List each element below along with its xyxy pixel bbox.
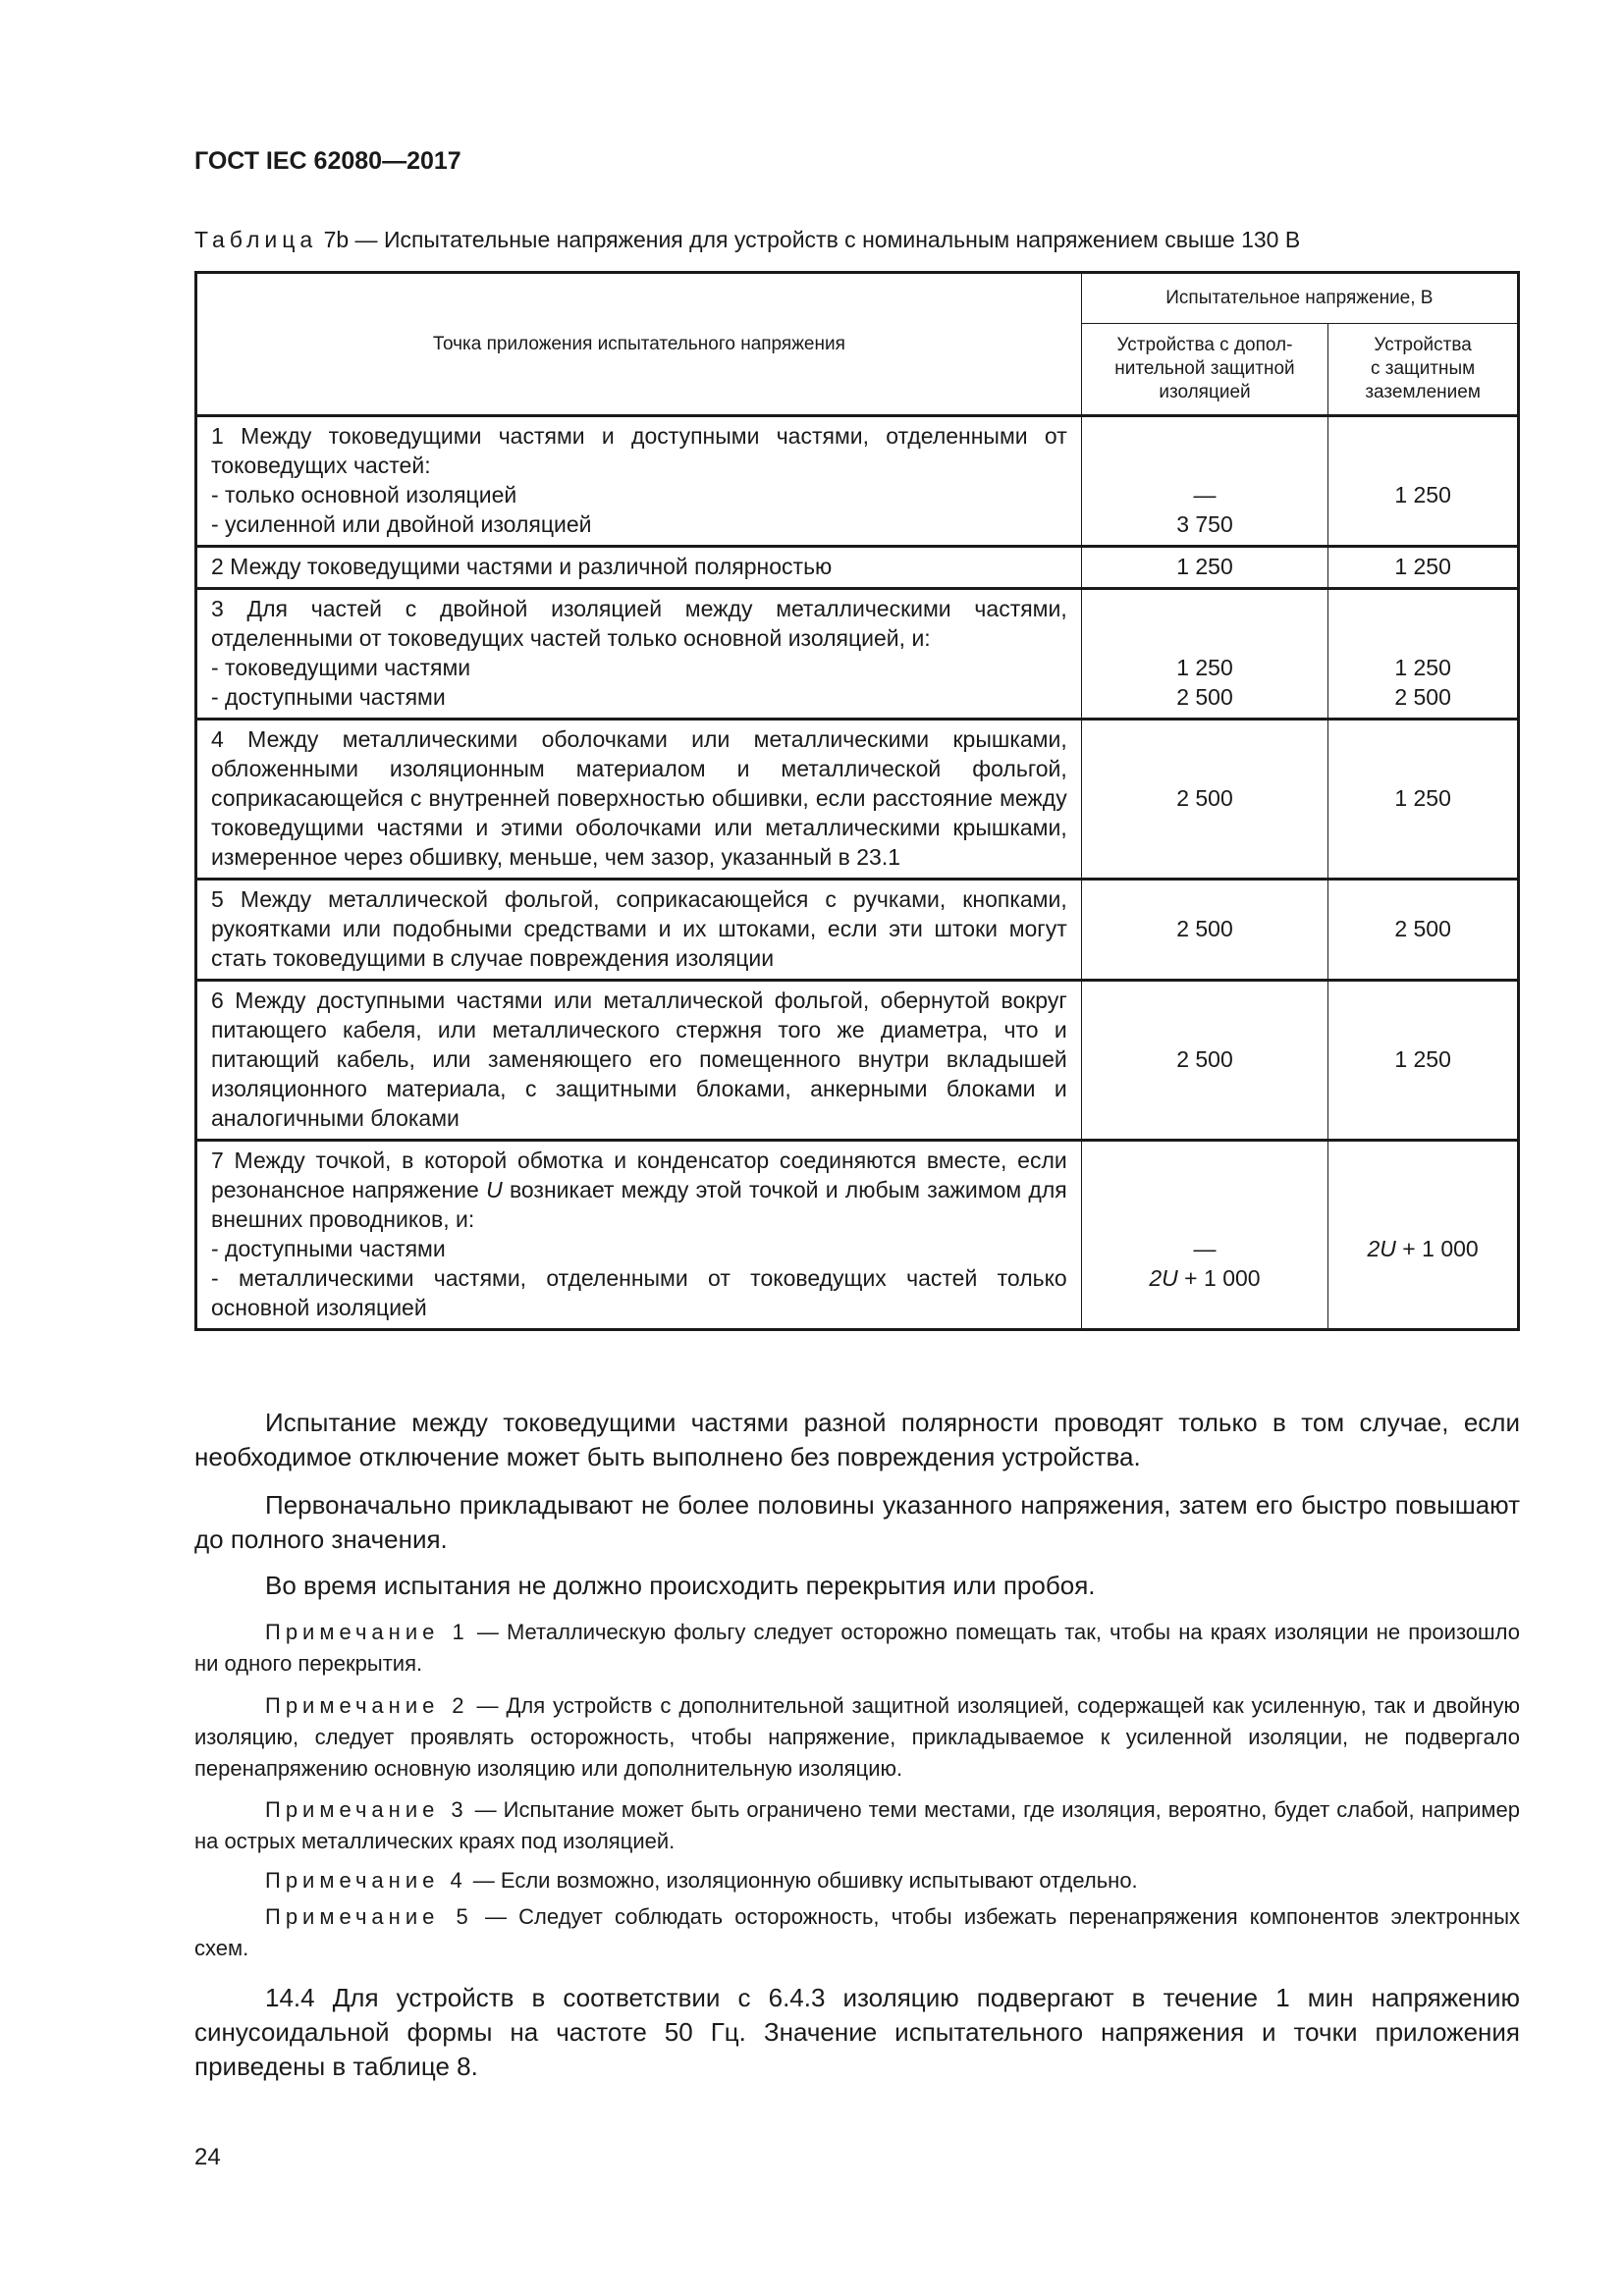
row-value-a (1081, 981, 1328, 1141)
table-caption-label: Таблица (194, 227, 318, 252)
page-number: 24 (194, 2144, 221, 2170)
table-caption-text: 7b — Испытательные напряжения для устройств с номинальным напряжением свыше 130 В (323, 227, 1301, 252)
row-value-a (1081, 589, 1328, 720)
row-item: - только основной изоляцией (211, 482, 517, 507)
value: — (1193, 482, 1217, 507)
table-row (196, 880, 1519, 981)
row-description (196, 547, 1082, 589)
table-row (196, 589, 1519, 720)
value: 2 500 (1394, 684, 1451, 710)
value: 2 500 (1176, 916, 1233, 941)
row-description (196, 589, 1082, 720)
col-header-protective-earthing (1328, 324, 1519, 416)
note (194, 1794, 1520, 1857)
value: 2 500 (1176, 684, 1233, 710)
value (1086, 1263, 1325, 1293)
row-value-b (1328, 589, 1519, 720)
note-text: — Металлическую фольгу следует осторожно помещать так, чтобы на краях изоляции не произошло ни одного перекрытия. (194, 1620, 1521, 1676)
row-value-b (1328, 981, 1519, 1141)
paragraph: Испытание между токоведущими частями разной полярности проводят только в том случае, если необходимое отключение может быть выполнено без повреждения устройства. (194, 1408, 1520, 1471)
col-header-text: с защитным (1371, 358, 1476, 379)
note-label: Примечание 5 (265, 1904, 473, 1929)
row-description (196, 720, 1082, 880)
note-label: Примечание 3 (265, 1797, 468, 1822)
row-description (196, 880, 1082, 981)
value: 2 500 (1176, 1046, 1233, 1072)
note (194, 1617, 1520, 1680)
col-header-supplementary-insulation (1081, 324, 1328, 416)
value: 1 250 (1394, 785, 1451, 811)
value: 1 250 (1394, 554, 1451, 579)
value-rest: + 1 000 (1177, 1265, 1261, 1291)
value-rest: + 1 000 (1395, 1236, 1479, 1261)
note (194, 1901, 1520, 1964)
col-header-text: заземлением (1365, 382, 1481, 402)
row-item: - токоведущими частями (211, 655, 471, 680)
paragraph: Первоначально прикладывают не более половины указанного напряжения, затем его быстро повышают до полного значения. (194, 1490, 1520, 1554)
row-item: - усиленной или двойной изоляцией (211, 511, 592, 537)
paragraph: Во время испытания не должно происходить перекрытия или пробоя. (265, 1571, 1096, 1600)
note-label: Примечание 2 (265, 1693, 469, 1718)
row-description (196, 981, 1082, 1141)
variable: 2U (1149, 1265, 1178, 1291)
note-text: — Если возможно, изоляционную обшивку испытывают отдельно. (466, 1868, 1138, 1893)
table-row (196, 720, 1519, 880)
note (194, 1865, 1520, 1896)
value: 2 500 (1394, 916, 1451, 941)
row-text-part: 7 Между точкой, в которой обмотка и конденсатор соединяются вместе, если резонансное напряжение (211, 1148, 1067, 1202)
value: 1 250 (1394, 655, 1451, 680)
row-value-b (1328, 416, 1519, 547)
table-row (196, 416, 1519, 547)
row-text: 4 Между металлическими оболочками или металлическими крышками, обложенными изоляционным материалом и металлической фольгой, соприкасающейся с внутренней поверхностью обшивки, если расстояние между токоведущими частями и этими оболочками или металлическими крышками, измеренное через обшивку, меньше, чем зазор, указанный в 23.1 (211, 726, 1067, 870)
document-id: ГОСТ IEC 62080—2017 (194, 147, 461, 175)
note-label: Примечание 4 (265, 1868, 467, 1893)
value (1332, 1234, 1513, 1263)
paragraph-14-4: 14.4 Для устройств в соответствии с 6.4.3 изоляцию подвергают в течение 1 мин напряжению синусоидальной формы на частоте 50 Гц. Значение испытательного напряжения и точки приложения приведены в таблице 8. (194, 1983, 1520, 2081)
row-item: - металлическими частями, отделенными от токоведущих частей только основной изоляцией (211, 1265, 1067, 1320)
col-header-voltage: Испытательное напряжение, В (1081, 273, 1518, 324)
row-text: 1 Между токоведущими частями и доступными частями, отделенными от токоведущих частей: (211, 423, 1067, 478)
note (194, 1690, 1520, 1785)
row-value-b (1328, 1141, 1519, 1330)
col-header-text: изоляцией (1159, 382, 1251, 402)
row-value-b (1328, 547, 1519, 589)
row-description (196, 1141, 1082, 1330)
value: 1 250 (1394, 482, 1451, 507)
table-row (196, 1141, 1519, 1330)
note-text: — Для устройств с дополнительной защитной изоляцией, содержащей как усиленную, так и двойную изоляцию, следует проявлять осторожность, чтобы напряжение, прикладываемое к усиленной изоляции, не подвергало перенапряжению основную изоляцию или дополнительную изоляцию. (194, 1693, 1521, 1781)
table-caption (194, 227, 1300, 253)
value: — (1193, 1236, 1217, 1261)
row-value-b (1328, 880, 1519, 981)
row-value-a (1081, 880, 1328, 981)
variable: U (486, 1177, 503, 1202)
note-text: — Следует соблюдать осторожность, чтобы избежать перенапряжения компонентов электронных схем. (194, 1904, 1521, 1960)
value: 1 250 (1176, 655, 1233, 680)
col-header-point: Точка приложения испытательного напряжения (196, 273, 1082, 416)
row-item: - доступными частями (211, 684, 446, 710)
col-header-text: нительной защитной (1114, 358, 1295, 379)
row-text: 5 Между металлической фольгой, соприкасающейся с ручками, кнопками, рукоятками или подобными средствами и их штоками, если эти штоки могут стать токоведущими в случае повреждения изоляции (211, 886, 1067, 971)
row-item: - доступными частями (211, 1236, 446, 1261)
table-row (196, 547, 1519, 589)
row-description (196, 416, 1082, 547)
row-value-b (1328, 720, 1519, 880)
value: 3 750 (1176, 511, 1233, 537)
table-row (196, 981, 1519, 1141)
row-text: 6 Между доступными частями или металлической фольгой, обернутой вокруг питающего кабеля, или металлического стержня того же диаметра, что и питающий кабель, или заменяющего его помещенного внутри вкладышей изоляционного материала, с защитными блоками, анкерными блоками и аналогичными блоками (211, 988, 1067, 1131)
col-header-text: Устройства (1374, 335, 1472, 355)
row-value-a (1081, 1141, 1328, 1330)
test-voltage-table (194, 271, 1520, 1331)
row-value-a (1081, 547, 1328, 589)
row-text (211, 1146, 1067, 1234)
value: 2 500 (1176, 785, 1233, 811)
row-text: 3 Для частей с двойной изоляцией между металлическими частями, отделенными от токоведущих частей только основной изоляцией, и: (211, 596, 1067, 651)
value: 1 250 (1176, 554, 1233, 579)
row-value-a (1081, 720, 1328, 880)
note-label: Примечание 1 (265, 1620, 469, 1644)
row-text-part: возникает между этой точкой и любым зажимом для внешних проводников, и: (211, 1177, 1067, 1232)
variable: 2U (1367, 1236, 1396, 1261)
note-text: — Испытание может быть ограничено теми местами, где изоляция, вероятно, будет слабой, например на острых металлических краях под изоляцией. (194, 1797, 1520, 1853)
value: 1 250 (1394, 1046, 1451, 1072)
row-value-a (1081, 416, 1328, 547)
col-header-text: Устройства с допол- (1116, 335, 1293, 355)
row-text: 2 Между токоведущими частями и различной полярностью (211, 554, 833, 579)
